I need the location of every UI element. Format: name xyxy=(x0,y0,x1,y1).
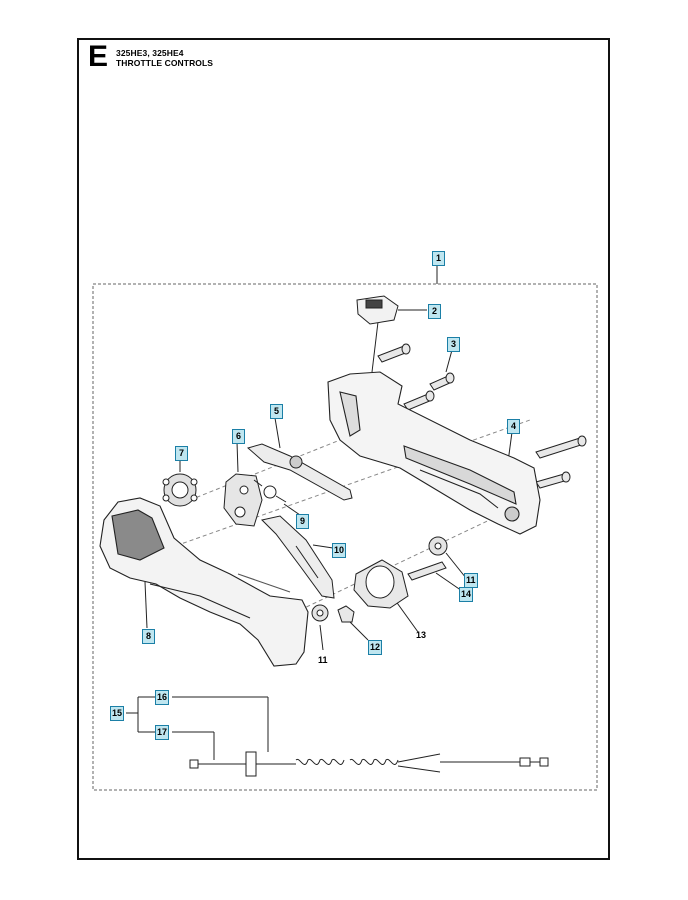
model-list: 325HE3, 325HE4 xyxy=(116,48,184,58)
callout-5: 5 xyxy=(270,404,283,419)
callout-17: 17 xyxy=(155,725,169,740)
callout-7: 7 xyxy=(175,446,188,461)
callout-11-upper: 11 xyxy=(464,573,478,588)
callout-16: 16 xyxy=(155,690,169,705)
label-11-lower: 11 xyxy=(318,655,328,665)
callout-8: 8 xyxy=(142,629,155,644)
callout-4: 4 xyxy=(507,419,520,434)
section-title: THROTTLE CONTROLS xyxy=(116,58,214,68)
callout-12: 12 xyxy=(368,640,382,655)
callout-3: 3 xyxy=(447,337,460,352)
callout-9: 9 xyxy=(296,514,309,529)
callout-1: 1 xyxy=(432,251,445,266)
callout-6: 6 xyxy=(232,429,245,444)
label-13: 13 xyxy=(416,630,427,640)
section-letter: E xyxy=(88,40,109,73)
callout-14: 14 xyxy=(459,587,473,602)
stop-switch-part xyxy=(357,296,398,324)
cable-harness xyxy=(126,697,548,776)
callout-10: 10 xyxy=(332,543,346,558)
callout-15: 15 xyxy=(110,706,124,721)
callout-2: 2 xyxy=(428,304,441,319)
control-knob-nut xyxy=(163,474,197,506)
clamp-assembly xyxy=(338,560,446,622)
